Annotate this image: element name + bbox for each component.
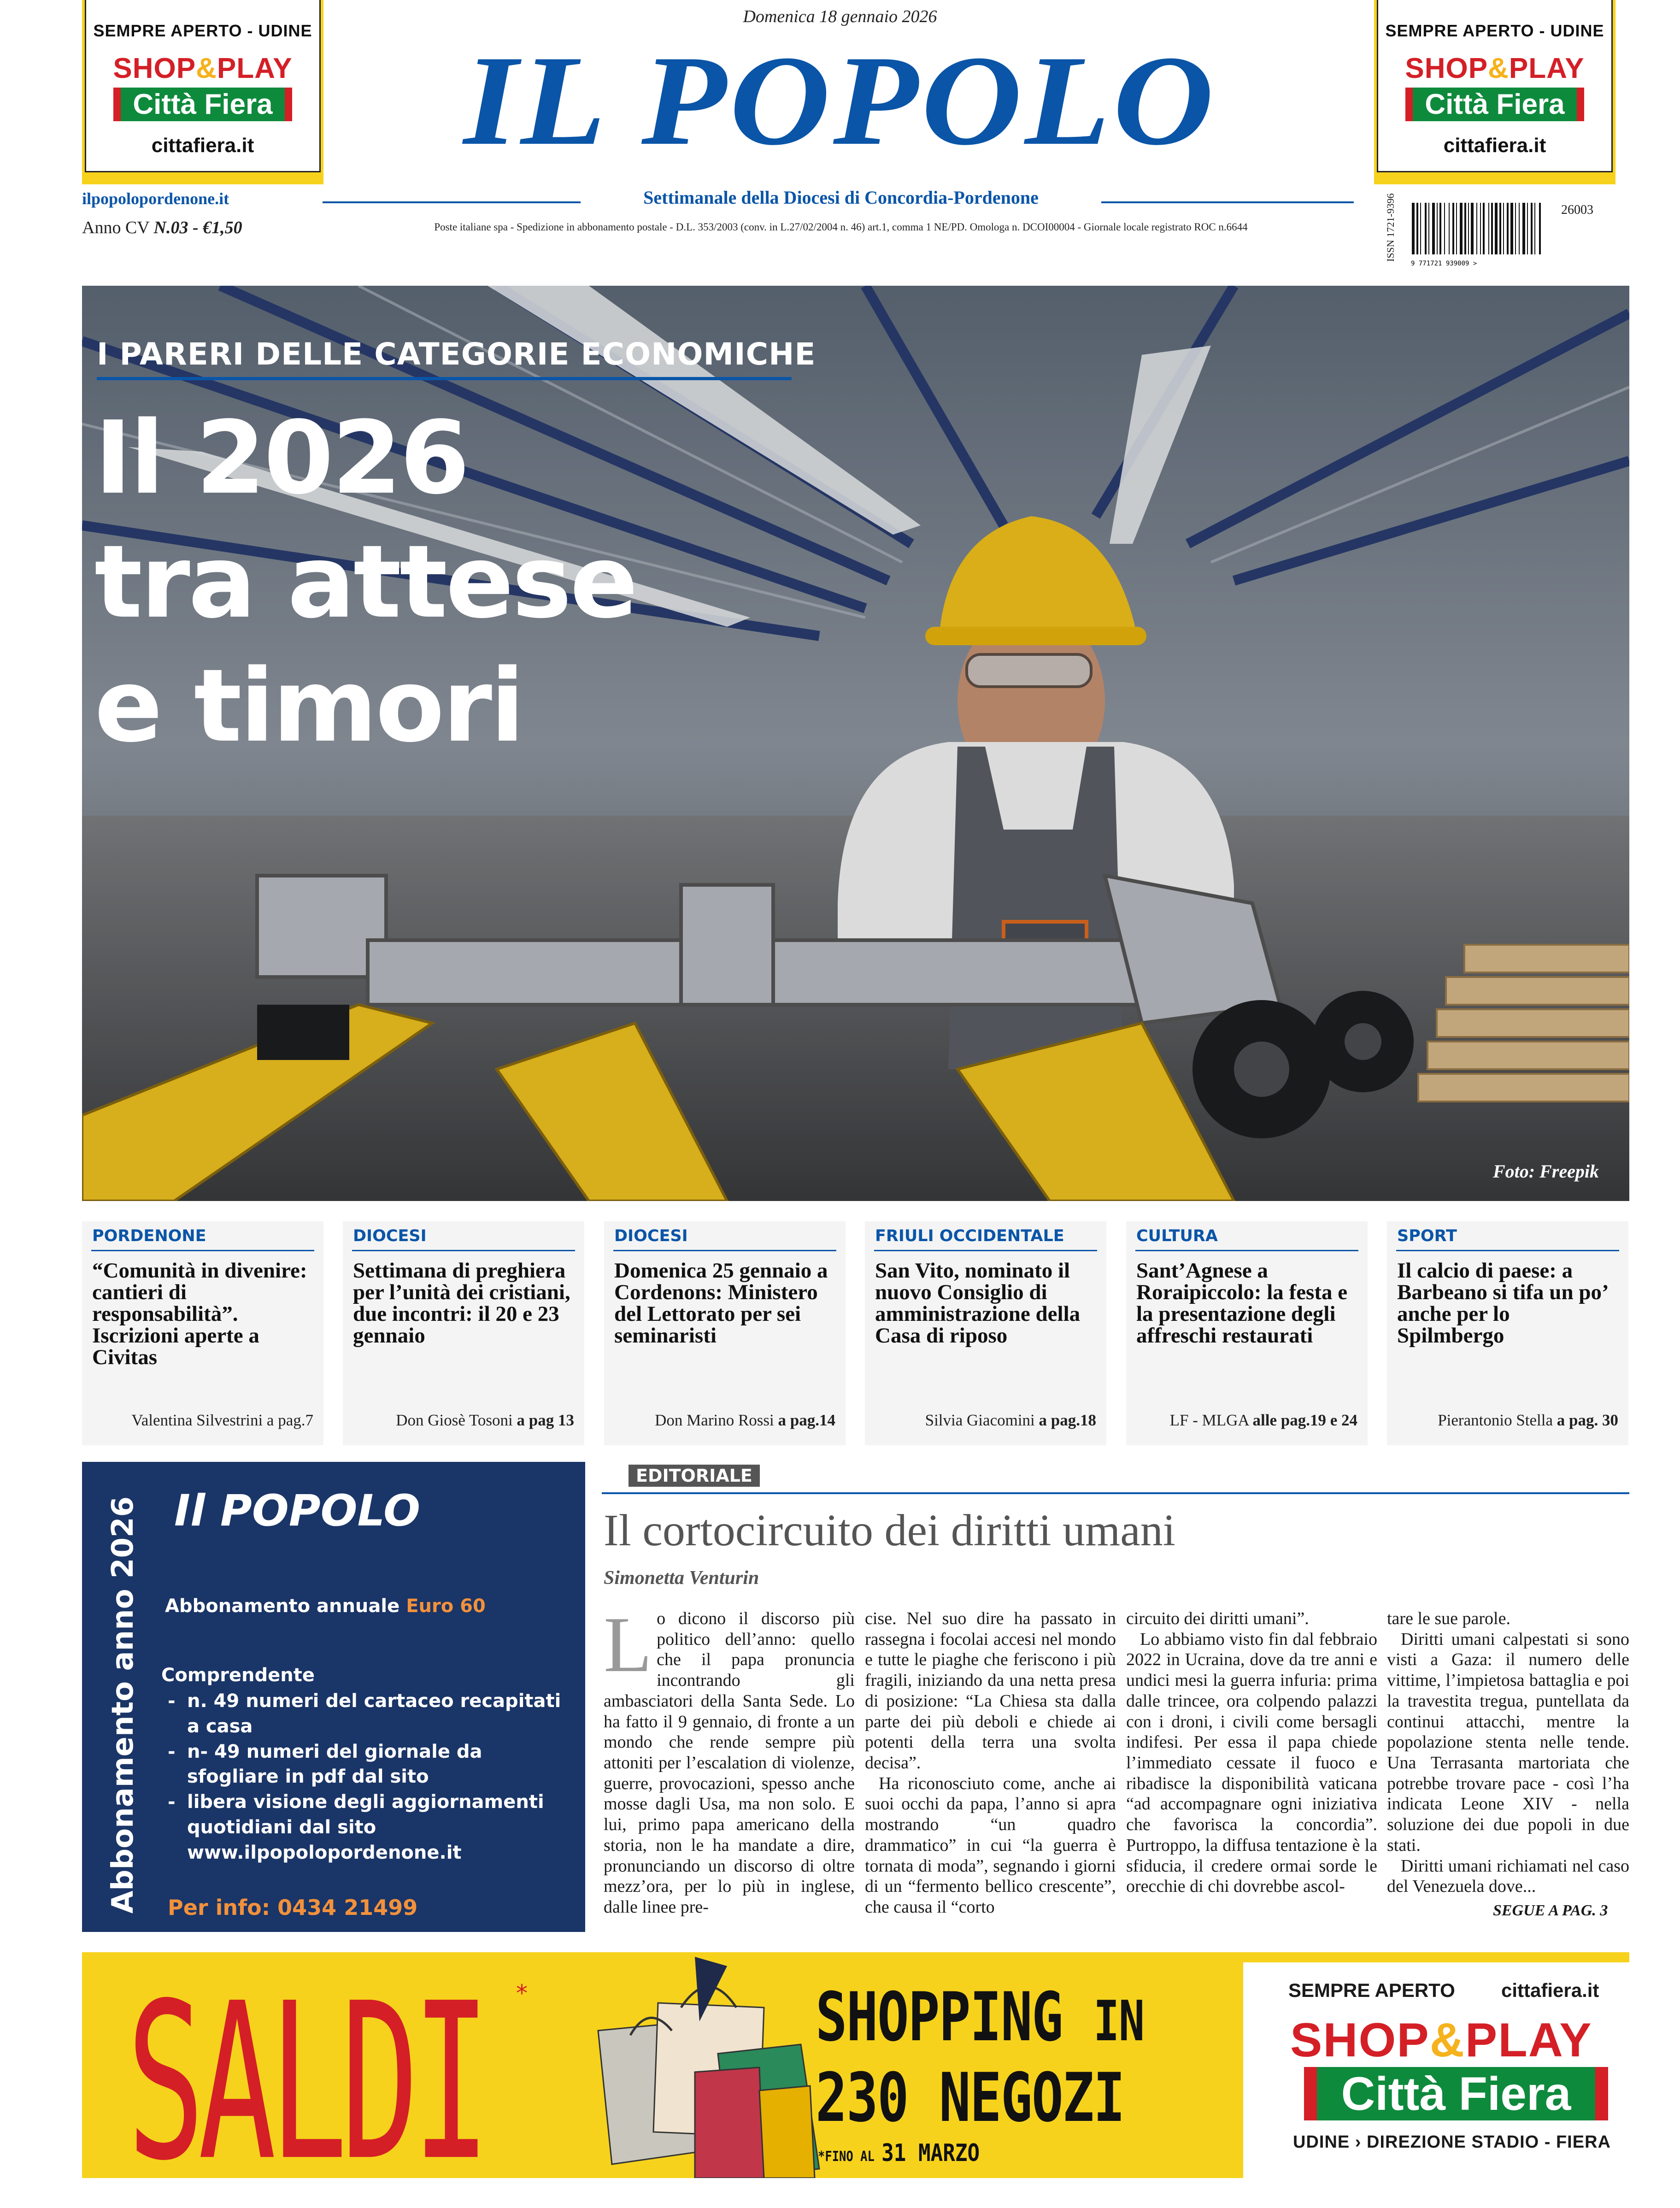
teaser-title[interactable]: “Comunità in divenire: cantieri di responsabilità”. Iscrizioni aperte a Civitas [92, 1259, 307, 1369]
badge-directions: UDINE › DIREZIONE STADIO - FIERA [1293, 2132, 1611, 2152]
tagline-rule-left [323, 201, 581, 203]
teaser-card[interactable] [1126, 1221, 1368, 1445]
editorial-column-2: cise. Nel suo dire ha passato in rassegna i focolai accesi nel mondo e tutte le piaghe che feriscono i più fragili, iniziando da una netta presa di posizione: “La Chiesa sta dalla parte dei più deboli e chiede ai potenti della terra una svolta decisa”. Ha riconosciuto come, anche ai suoi occhi da papa, l’anno si apra mostrando “un quadro drammatico” in cui “la guerra è tornata di moda”, segnando i giorni di un “fermento bellico crescente”, che causa il “corto [865, 1609, 1116, 1917]
issue-code: 26003 [1561, 203, 1593, 217]
issue-date: Domenica 18 gennaio 2026 [743, 7, 937, 26]
subscription-price: Abbonamento annuale Euro 60 [165, 1596, 486, 1617]
editorial-rule [602, 1492, 1629, 1494]
tagline: Settimanale della Diocesi di Concordia-Pordenone [643, 187, 1039, 208]
badge-citta-fiera: Città Fiera [1304, 2067, 1608, 2120]
ad-url: cittafiera.it [151, 134, 254, 157]
badge-url[interactable]: cittafiera.it [1501, 1979, 1599, 2001]
teaser-rule [352, 1250, 575, 1251]
photo-credit: Foto: Freepik [1493, 1161, 1599, 1182]
teaser-section: PORDENONE [92, 1227, 206, 1245]
teaser-rule [1396, 1250, 1619, 1251]
teaser-byline: Don Marino Rossi a pag.14 [655, 1411, 835, 1429]
teaser-section: DIOCESI [353, 1227, 427, 1245]
teaser-card[interactable] [343, 1221, 584, 1445]
continue-link[interactable]: SEGUE A PAG. 3 [1493, 1902, 1608, 1919]
offer-end-date: *FINO AL 31 MARZO [818, 2139, 980, 2167]
teaser-card[interactable] [865, 1221, 1106, 1445]
editorial-author: Simonetta Venturin [604, 1567, 759, 1589]
subscription-box[interactable] [82, 1462, 585, 1932]
teaser-title[interactable]: Settimana di preghiera per l’unità dei cristiani, due incontri: il 20 e 23 gennaio [353, 1259, 570, 1348]
teaser-byline: Silvia Giacomini a pag.18 [925, 1411, 1096, 1429]
teaser-rule [874, 1250, 1097, 1251]
postal-note: Poste italiane spa - Spedizione in abbonamento postale - D.L. 353/2003 (conv. in L.27/02/2004 n. 46) art.1, comma 1 NE/PD. Omologa n. DCOI00004 - Giornale locale registrato ROC n.6644 [434, 221, 1248, 233]
editorial-column-1: L o dicono il discorso più politico dell’anno: quello che il papa pronuncia incontrando gli ambasciatori della Santa Sede. Lo ha fatto il 9 gennaio, di fronte a un mondo che rende sempre più attoniti per l’escalation di violenze, guerre, provocazioni, spesso anche mosse dagli Usa, ma non solo. E lui, primo papa americano della storia, non le ha mandate a dire, pronunciando un discorso di oltre mezz’ora, per lo più in inglese, dalle linee pre- [604, 1601, 855, 1917]
list-item: - libera visione degli aggiornamenti quotidiani dal sito www.ilpopolopordenone.it [168, 1791, 544, 1863]
ad-citta-fiera: Città Fiera [113, 88, 292, 121]
saldi-headline: SALDI [127, 1957, 484, 2208]
teaser-title[interactable]: San Vito, nominato il nuovo Consiglio di amministrazione della Casa di riposo [875, 1259, 1081, 1348]
subscription-logo: Il POPOLO [174, 1486, 420, 1536]
ad-citta-fiera: Città Fiera [1405, 88, 1584, 121]
editorial-column-3: circuito dei diritti umani”. Lo abbiamo visto fin dal febbraio 2022 in Ucraina, dove da tre anni e undici mesi la guerra infuria: prima dalle trincee, ora colpendo palazzi con i droni, i civili come bersagli indifesi. Per essa il papa chiede l’immediato cessate il fuoco e ribadisce la disponibilità vaticana “ad accompagnare ogni iniziativa che favorisca la concordia”. Purtroppo, la diffusa tentazione è la sfiducia, il credere ormai sorde le orecchie di chi dovrebbe ascol- [1126, 1609, 1377, 1896]
editorial-title[interactable]: Il cortocircuito dei diritti umani [604, 1506, 1175, 1555]
svg-text:9 771721 939009 >: 9 771721 939009 > [1411, 260, 1477, 267]
subscription-phone[interactable]: Per info: 0434 21499 [168, 1895, 418, 1920]
saldi-asterisk: * [516, 1980, 528, 2007]
issue-number: Anno CV N.03 - €1,50 [82, 218, 242, 237]
ad-open-label: SEMPRE APERTO - UDINE [93, 21, 312, 40]
ad-url: cittafiera.it [1443, 134, 1546, 157]
issn-label: ISSN 1721-9396 [1385, 193, 1396, 262]
teaser-section: FRIULI OCCIDENTALE [875, 1227, 1064, 1245]
ad-shop-play: SHOP&PLAY [113, 53, 293, 84]
subscription-vertical-title: Abbonamento anno 2026 [106, 1496, 140, 1914]
teaser-section: SPORT [1397, 1227, 1457, 1245]
tagline-rule-right [1101, 201, 1354, 203]
teaser-section: CULTURA [1136, 1227, 1218, 1245]
badge-shop-play: SHOP&PLAY [1290, 2014, 1592, 2067]
shopping-text: SHOPPING IN 230 NEGOZI [816, 1978, 1144, 2137]
subscription-list [161, 1689, 567, 1866]
hero-kicker: I PARERI DELLE CATEGORIE ECONOMICHE [97, 336, 816, 372]
list-item: - n. 49 numeri del cartaceo recapitati a casa [168, 1690, 561, 1737]
newspaper-logo[interactable]: IL POPOLO [463, 29, 1217, 172]
teaser-byline: LF - MLGA alle pag.19 e 24 [1169, 1411, 1357, 1429]
ad-shop-play: SHOP&PLAY [1405, 53, 1585, 84]
teaser-section: DIOCESI [614, 1227, 688, 1245]
badge-open-label: SEMPRE APERTO [1288, 1979, 1455, 2001]
teaser-title[interactable]: Domenica 25 gennaio a Cordenons: Ministero del Lettorato per sei seminaristi [614, 1259, 828, 1348]
teaser-card[interactable] [1387, 1221, 1628, 1445]
teaser-byline: Valentina Silvestrini a pag.7 [131, 1411, 313, 1429]
teaser-title[interactable]: Il calcio di paese: a Barbeano si tifa un po’ anche per lo Spilmbergo [1397, 1259, 1608, 1348]
editorial-column-4: tare le sue parole. Diritti umani calpestati si sono visti a Gaza: il numero delle vittime, l’impietosa battaglia e poi la travestita tregua, puntellata da continui attacchi, mentre la popolazione stenta nelle tende. Una Terrasanta martoriata che potrebbe trovare pace - così l’ha indicata Leone XIV - nella soluzione dei due popoli in due stati. Diritti umani richiamati nel caso del Venezuela dove... [1387, 1609, 1629, 1896]
kicker-underline [97, 377, 792, 380]
teaser-rule [613, 1250, 836, 1251]
drop-cap: L [604, 1601, 652, 1689]
teaser-byline: Pierantonio Stella a pag. 30 [1438, 1411, 1618, 1429]
list-item: - n- 49 numeri del giornale da sfogliare in pdf dal sito [168, 1741, 482, 1788]
ad-open-label: SEMPRE APERTO - UDINE [1385, 21, 1604, 40]
editorial-label: EDITORIALE [629, 1465, 760, 1487]
teaser-rule [1135, 1250, 1358, 1251]
website-link[interactable]: ilpopolopordenone.it [82, 189, 229, 208]
subscription-includes-label: Comprendente [161, 1665, 315, 1686]
teaser-rule [91, 1250, 314, 1251]
teaser-card[interactable] [604, 1221, 846, 1445]
teaser-title[interactable]: Sant’Agnese a Roraipiccolo: la festa e la presentazione degli affreschi restaurati [1136, 1259, 1348, 1348]
teaser-byline: Don Giosè Tosoni a pag 13 [396, 1411, 574, 1429]
hero-headline[interactable]: Il 2026 tra attese e timori [94, 400, 636, 765]
teaser-card[interactable] [82, 1221, 323, 1445]
